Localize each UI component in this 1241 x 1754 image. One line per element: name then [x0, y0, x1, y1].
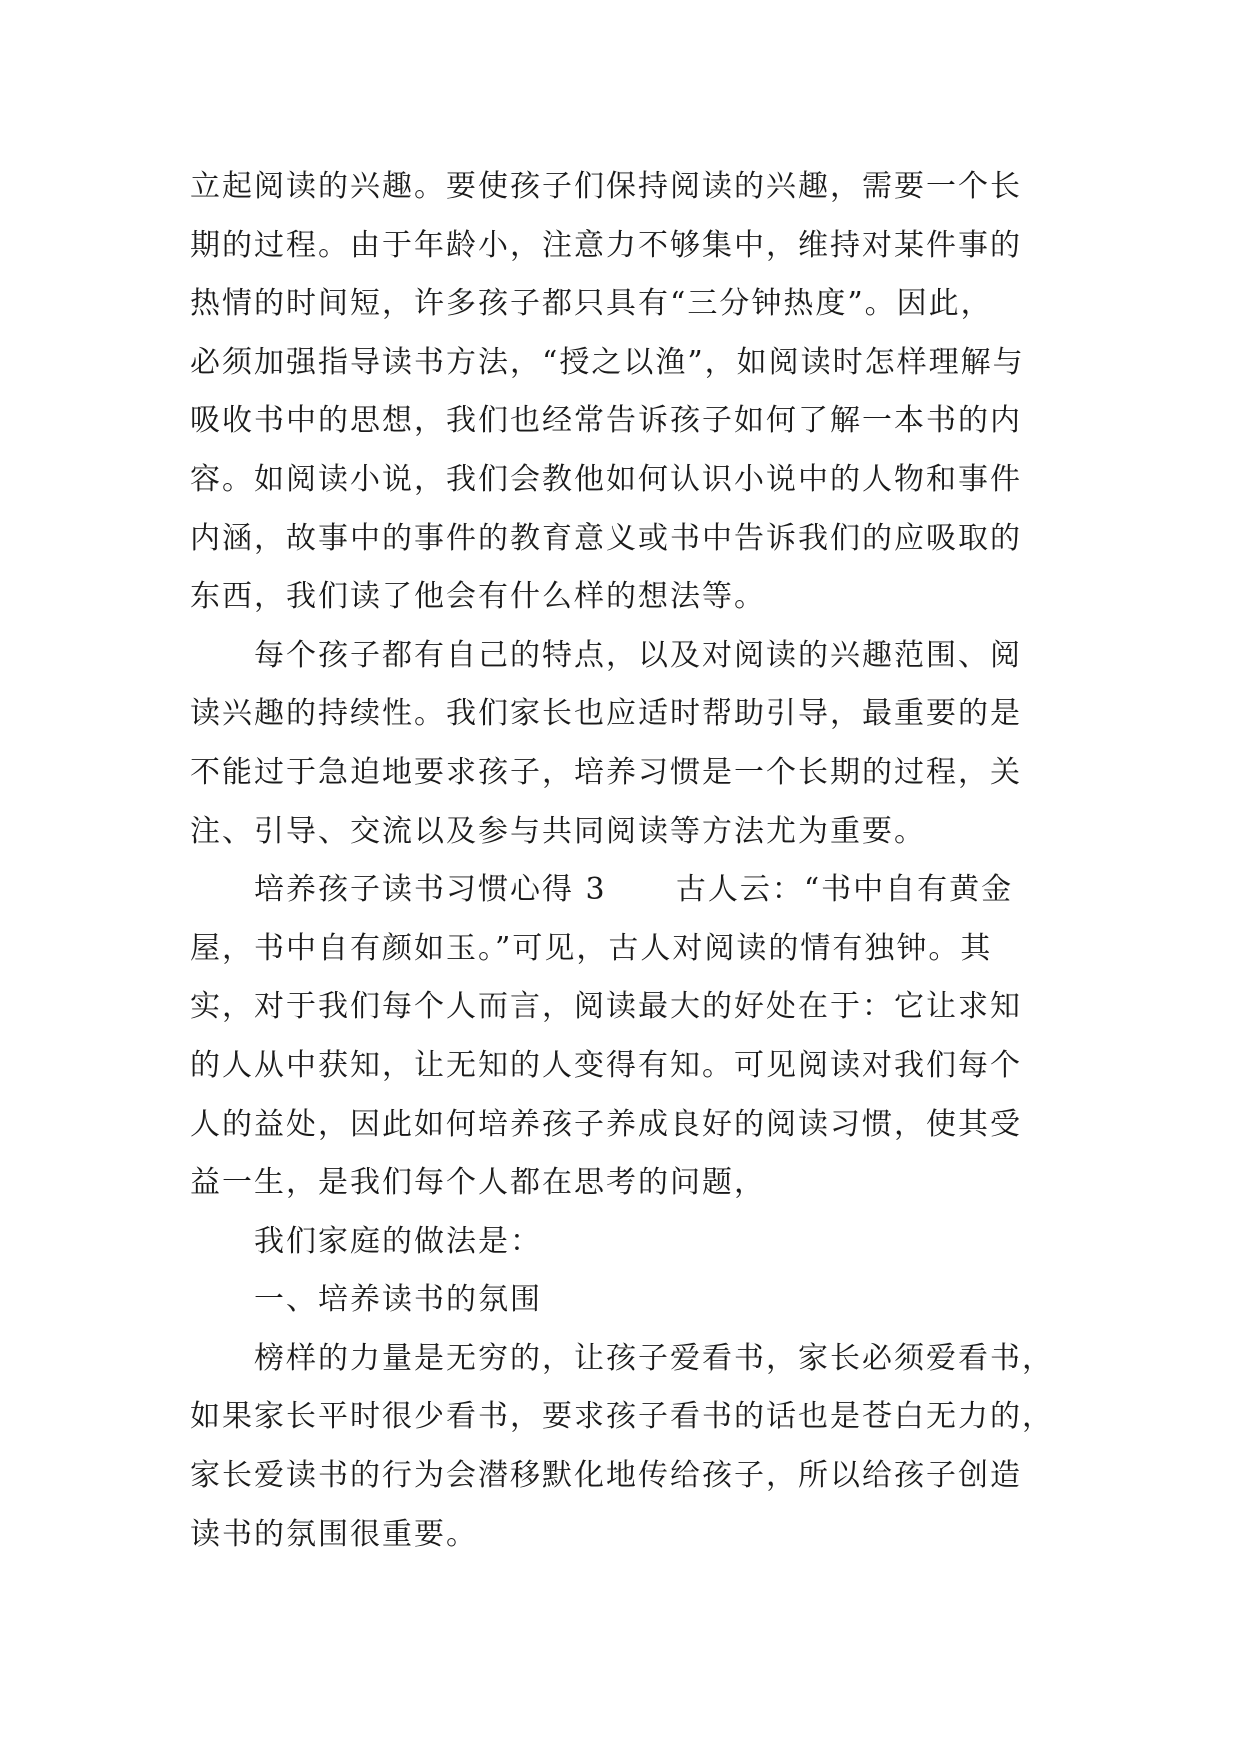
text-line: 家长爱读书的行为会潜移默化地传给孩子，所以给孩子创造 [190, 1458, 1022, 1494]
text-line: 期的过程。由于年龄小，注意力不够集中，维持对某件事的 [190, 227, 1022, 263]
paragraph-start-line: 榜样的力量是无穷的，让孩子爱看书，家长必须爱看书， [254, 1340, 1054, 1376]
text-line: 读兴趣的持续性。我们家长也应适时帮助引导，最重要的是 [190, 696, 1022, 732]
text-line: 益一生，是我们每个人都在思考的问题， [190, 1165, 766, 1201]
section-heading-line: 培养孩子读书习惯心得 3 古人云：“书中自有黄金 [254, 872, 1014, 908]
text-line: 立起阅读的兴趣。要使孩子们保持阅读的兴趣，需要一个长 [190, 169, 1022, 204]
text-line: 内涵，故事中的事件的教育意义或书中告诉我们的应吸取的 [190, 520, 1022, 556]
paragraph-start-line: 我们家庭的做法是： [254, 1223, 542, 1259]
subheading-line: 一、培养读书的氛围 [254, 1282, 542, 1318]
text-line: 吸收书中的思想，我们也经常告诉孩子如何了解一本书的内 [190, 403, 1022, 439]
text-line: 实，对于我们每个人而言，阅读最大的好处在于：它让求知 [190, 989, 1022, 1025]
text-line: 热情的时间短，许多孩子都只具有“三分钟热度”。因此， [190, 286, 993, 322]
text-line: 的人从中获知，让无知的人变得有知。可见阅读对我们每个 [190, 1047, 1022, 1083]
text-line: 不能过于急迫地要求孩子，培养习惯是一个长期的过程，关 [190, 754, 1022, 790]
text-line: 必须加强指导读书方法，“授之以渔”，如阅读时怎样理解与 [190, 344, 1025, 380]
text-line: 东西，我们读了他会有什么样的想法等。 [190, 579, 766, 615]
text-line: 容。如阅读小说，我们会教他如何认识小说中的人物和事件 [190, 461, 1022, 497]
document-body [190, 158, 1060, 1564]
paragraph-start-line: 每个孩子都有自己的特点，以及对阅读的兴趣范围、阅 [254, 637, 1022, 673]
text-line: 注、引导、交流以及参与共同阅读等方法尤为重要。 [190, 813, 926, 849]
text-line: 人的益处，因此如何培养孩子养成良好的阅读习惯，使其受 [190, 1106, 1022, 1142]
text-line: 读书的氛围很重要。 [190, 1516, 478, 1552]
text-line: 如果家长平时很少看书，要求孩子看书的话也是苍白无力的， [190, 1399, 1054, 1435]
text-line: 屋，书中自有颜如玉。”可见，古人对阅读的情有独钟。其 [190, 930, 993, 966]
